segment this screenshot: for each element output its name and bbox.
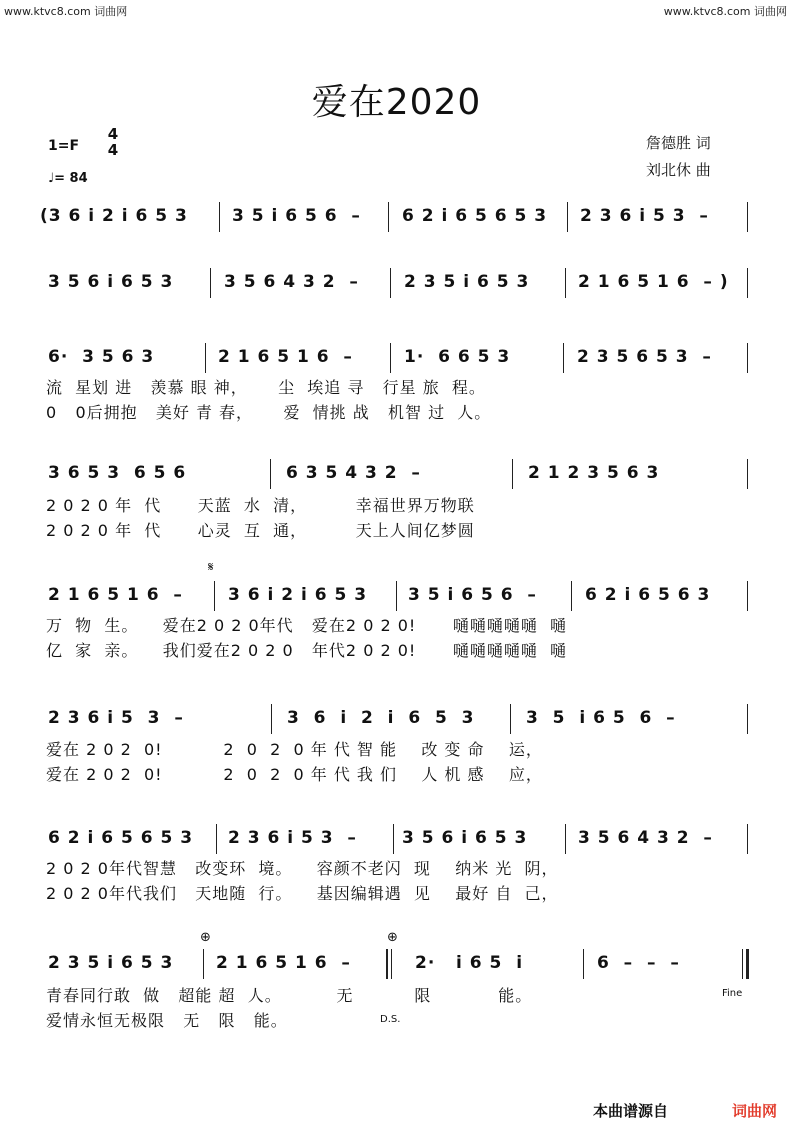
measure: 3 5 6 4 3 2 –: [224, 272, 359, 292]
coda-icon: ⊕: [200, 930, 211, 945]
measure: 2 3 6 i 5 3 –: [48, 708, 184, 728]
segno-icon: 𝄋: [208, 560, 214, 575]
repeat-bar: [386, 949, 388, 979]
page-title: 爱在2020: [311, 82, 482, 123]
measure: 3 5 i 6 5 6 –: [526, 708, 676, 728]
score-row-5: [0, 585, 793, 609]
meter-bottom: 4: [107, 141, 119, 159]
score-row-3: [0, 347, 793, 371]
measure: 6 2 i 6 5 6 5 3: [48, 828, 194, 848]
measure: 3 5 i 6 5 6 –: [408, 585, 537, 605]
measure: 6 3 5 4 3 2 –: [286, 463, 421, 483]
measure: 6 2 i 6 5 6 5 3: [402, 206, 548, 226]
lyric-line: 爱在 2 0 2 0! 2 0 2 0 年 代 智 能 改 变 命 运，: [46, 740, 543, 759]
measure: 2 3 5 i 6 5 3: [404, 272, 530, 292]
measure: 2 1 2 3 5 6 3: [528, 463, 660, 483]
source-label: 本曲谱源自: [592, 1102, 668, 1120]
meter-top: 4: [107, 125, 119, 143]
measure: 6 2 i 6 5 6 3: [585, 585, 711, 605]
measure: 3 6 i 2 i 6 5 3: [287, 708, 475, 728]
lyric-line: 2 0 2 0年代我们 天地随 行。 基因编辑遇 见 最好 自 己，: [46, 884, 559, 903]
final-bar: [746, 949, 749, 979]
lyric-line: 流 星划 进 羡慕 眼 神， 尘 埃追 寻 行星 旅 程。: [46, 378, 486, 397]
measure: 2 1 6 5 1 6 – ): [578, 272, 729, 292]
lyric-line: 2 0 2 0 年 代 天蓝 水 清， 幸福世界万物联: [46, 496, 475, 515]
measure: 2· i 6 5 i: [415, 953, 524, 973]
fine-marking: Fine: [722, 988, 743, 999]
measure: 3 6 5 3 6 5 6: [48, 463, 187, 483]
measure: 2 1 6 5 1 6 –: [48, 585, 183, 605]
lyric-line: 2 0 2 0 年 代 心灵 互 通， 天上人间亿梦圆: [46, 521, 475, 540]
ds-marking: D.S.: [380, 1014, 401, 1025]
time-signature: [104, 126, 122, 158]
score-row-7: [0, 828, 793, 852]
measure: 3 6 i 2 i 6 5 3: [228, 585, 368, 605]
lyricist: 詹德胜 词: [646, 134, 711, 152]
lyric-line: 青春同行敢 做 超能 超 人。 无 限 能。: [46, 986, 533, 1005]
measure: 1· 6 6 5 3: [404, 347, 511, 367]
measure: 6· 3 5 6 3: [48, 347, 155, 367]
score-row-1: [0, 206, 793, 230]
measure: 3 5 6 4 3 2 –: [578, 828, 713, 848]
lyric-line: 爱情永恒无极限 无 限 能。: [46, 1011, 288, 1030]
measure: 2 3 5 i 6 5 3: [48, 953, 174, 973]
key-signature: 1=F: [48, 138, 80, 154]
brand-logo: 词曲网: [731, 1102, 777, 1120]
coda-icon: ⊕: [387, 930, 398, 945]
measure: 3 5 6 i 6 5 3: [48, 272, 174, 292]
credits: [646, 130, 711, 184]
score-row-8: [0, 953, 793, 977]
lyric-line: 2 0 2 0年代智慧 改变环 境。 容颜不老闪 现 纳米 光 阴，: [46, 859, 559, 878]
watermark-right: www.ktvc8.com 词曲网: [663, 5, 787, 18]
lyric-line: 万 物 生。 爱在2 0 2 0年代 爱在2 0 2 0! 嗵嗵嗵嗵嗵 嗵: [46, 616, 568, 635]
tempo-marking: ♩= 84: [48, 171, 88, 186]
lyric-line: 0 0后拥抱 美好 青 春， 爱 情挑 战 机智 过 人。: [46, 403, 492, 422]
measure: 2 3 6 i 5 3 –: [228, 828, 357, 848]
lyric-line: 爱在 2 0 2 0! 2 0 2 0 年 代 我 们 人 机 感 应，: [46, 765, 543, 784]
lyric-line: 亿 家 亲。 我们爱在2 0 2 0 年代2 0 2 0! 嗵嗵嗵嗵嗵 嗵: [46, 641, 568, 660]
measure: 3 5 i 6 5 6 –: [232, 206, 361, 226]
measure: 2 3 5 6 5 3 –: [577, 347, 712, 367]
measure: 2 1 6 5 1 6 –: [216, 953, 351, 973]
score-row-2: [0, 272, 793, 296]
measure: 3 5 6 i 6 5 3: [402, 828, 528, 848]
watermark-left: www.ktvc8.com 词曲网: [4, 5, 128, 18]
composer: 刘北休 曲: [646, 161, 711, 179]
measure: 2 1 6 5 1 6 –: [218, 347, 353, 367]
score-row-4: [0, 463, 793, 487]
measure: 6 – – –: [597, 953, 680, 973]
measure: (3 6 i 2 i 6 5 3: [40, 206, 188, 226]
score-row-6: [0, 708, 793, 732]
measure: 2 3 6 i 5 3 –: [580, 206, 709, 226]
